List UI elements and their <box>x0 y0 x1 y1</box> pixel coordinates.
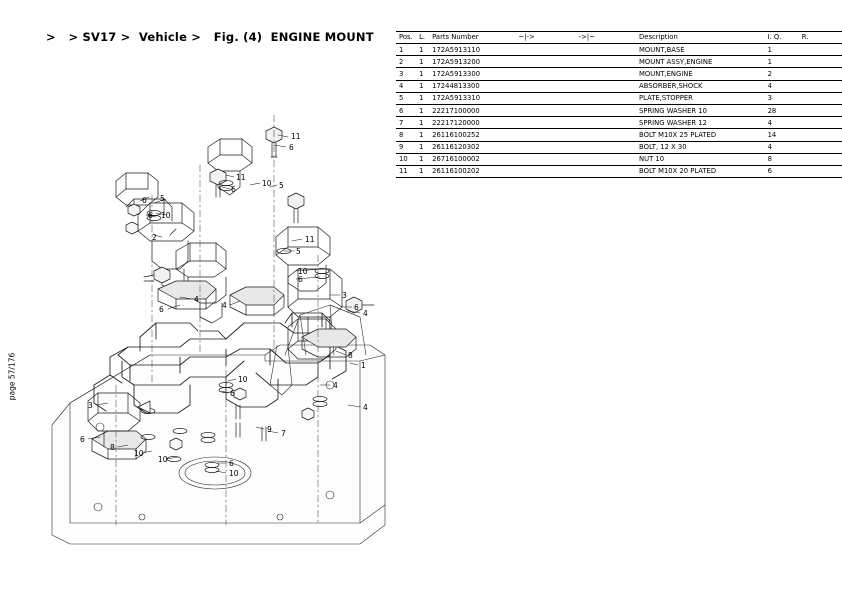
cell-quantity: 8 <box>768 153 802 165</box>
cell-part-number: 26116120302 <box>432 141 518 153</box>
cell-applic-from <box>519 104 579 116</box>
table-row[interactable] <box>396 165 842 177</box>
drawing-svg <box>30 55 400 545</box>
column-header-l: L. <box>419 32 432 44</box>
column-header-pos: Pos. <box>396 32 419 44</box>
svg-text:5: 5 <box>296 247 301 256</box>
table-row[interactable] <box>396 153 842 165</box>
cell-applic-to <box>579 129 639 141</box>
parts-table-container <box>396 31 842 178</box>
svg-text:6: 6 <box>231 185 236 194</box>
table-row[interactable] <box>396 56 842 68</box>
cell-description: BOLT, 12 X 30 <box>639 141 768 153</box>
cell-applic-from <box>519 44 579 56</box>
cell-applic-from <box>519 56 579 68</box>
parts-table <box>396 31 842 178</box>
table-row[interactable] <box>396 104 842 116</box>
cell-applic-from <box>519 129 579 141</box>
cell-applic-to <box>579 56 639 68</box>
cell-part-number: 26716100002 <box>432 153 518 165</box>
svg-text:6: 6 <box>142 196 147 205</box>
svg-text:11: 11 <box>291 132 301 141</box>
cell-pos: 7 <box>396 117 419 129</box>
parts-table-body <box>396 44 842 178</box>
cell-l: 1 <box>419 117 432 129</box>
cell-applic-from <box>519 68 579 80</box>
cell-part-number: 26116100202 <box>432 165 518 177</box>
cell-remark <box>802 129 842 141</box>
cell-applic-from <box>519 153 579 165</box>
cell-description: PLATE,STOPPER <box>639 92 768 104</box>
table-row[interactable] <box>396 141 842 153</box>
cell-pos: 10 <box>396 153 419 165</box>
cell-remark <box>802 153 842 165</box>
cell-remark <box>802 80 842 92</box>
cell-remark <box>802 44 842 56</box>
column-header-part-number: Parts Number <box>432 32 518 44</box>
cell-remark <box>802 141 842 153</box>
svg-text:4: 4 <box>222 301 227 310</box>
svg-text:10: 10 <box>161 211 171 220</box>
cell-l: 1 <box>419 129 432 141</box>
cell-remark <box>802 92 842 104</box>
svg-text:3: 3 <box>342 291 347 300</box>
cell-description: MOUNT,ENGINE <box>639 68 768 80</box>
svg-text:10: 10 <box>298 267 308 276</box>
cell-applic-from <box>519 141 579 153</box>
svg-text:4: 4 <box>333 381 338 390</box>
cell-remark <box>802 117 842 129</box>
cell-applic-to <box>579 68 639 80</box>
svg-text:4: 4 <box>363 403 368 412</box>
cell-applic-to <box>579 165 639 177</box>
cell-applic-to <box>579 104 639 116</box>
svg-text:6: 6 <box>230 389 235 398</box>
cell-l: 1 <box>419 68 432 80</box>
svg-text:3: 3 <box>88 401 93 410</box>
svg-text:6: 6 <box>354 303 359 312</box>
svg-text:1: 1 <box>361 361 366 370</box>
cell-applic-to <box>579 141 639 153</box>
cell-remark <box>802 56 842 68</box>
cell-part-number: 17244813300 <box>432 80 518 92</box>
cell-applic-from <box>519 92 579 104</box>
cell-l: 1 <box>419 141 432 153</box>
cell-quantity: 14 <box>768 129 802 141</box>
cell-quantity: 3 <box>768 92 802 104</box>
cell-description: SPRING WASHER 12 <box>639 117 768 129</box>
cell-remark <box>802 68 842 80</box>
cell-applic-to <box>579 117 639 129</box>
table-row[interactable] <box>396 129 842 141</box>
svg-text:8: 8 <box>110 443 115 452</box>
cell-description: BOLT M10X 20 PLATED <box>639 165 768 177</box>
cell-description: BOLT M10X 25 PLATED <box>639 129 768 141</box>
svg-text:9: 9 <box>267 425 272 434</box>
cell-remark <box>802 165 842 177</box>
column-header-description: Description <box>639 32 768 44</box>
column-header-applic-from: ~|-> <box>519 32 579 44</box>
cell-applic-to <box>579 80 639 92</box>
svg-text:6: 6 <box>289 143 294 152</box>
cell-description: MOUNT ASSY,ENGINE <box>639 56 768 68</box>
svg-text:2: 2 <box>152 233 157 242</box>
cell-quantity: 6 <box>768 165 802 177</box>
table-row[interactable] <box>396 68 842 80</box>
column-header-remark: R. <box>802 32 842 44</box>
cell-part-number: 22217120000 <box>432 117 518 129</box>
svg-text:6: 6 <box>159 305 164 314</box>
cell-l: 1 <box>419 104 432 116</box>
cell-applic-to <box>579 153 639 165</box>
table-row[interactable] <box>396 117 842 129</box>
svg-text:10: 10 <box>158 455 168 464</box>
cell-quantity: 4 <box>768 80 802 92</box>
column-header-quantity: I. Q. <box>768 32 802 44</box>
svg-text:11: 11 <box>236 173 246 182</box>
cell-pos: 9 <box>396 141 419 153</box>
svg-text:10: 10 <box>238 375 248 384</box>
page-number-label: page 57/176 <box>7 352 17 401</box>
cell-quantity: 2 <box>768 68 802 80</box>
cell-description: ABSORBER,SHOCK <box>639 80 768 92</box>
cell-l: 1 <box>419 92 432 104</box>
svg-text:4: 4 <box>194 295 199 304</box>
table-row[interactable] <box>396 92 842 104</box>
cell-pos: 6 <box>396 104 419 116</box>
svg-text:5: 5 <box>279 181 284 190</box>
cell-l: 1 <box>419 165 432 177</box>
cell-l: 1 <box>419 80 432 92</box>
svg-text:6: 6 <box>229 459 234 468</box>
cell-applic-from <box>519 117 579 129</box>
cell-pos: 5 <box>396 92 419 104</box>
table-header-row <box>396 32 842 44</box>
svg-text:10: 10 <box>134 449 144 458</box>
cell-applic-from <box>519 165 579 177</box>
cell-applic-from <box>519 80 579 92</box>
cell-pos: 2 <box>396 56 419 68</box>
svg-text:10: 10 <box>262 179 272 188</box>
cell-pos: 11 <box>396 165 419 177</box>
cell-pos: 8 <box>396 129 419 141</box>
cell-part-number: 172A5913200 <box>432 56 518 68</box>
column-header-applic-to: ->|~ <box>579 32 639 44</box>
cell-remark <box>802 104 842 116</box>
cell-pos: 4 <box>396 80 419 92</box>
cell-part-number: 172A5913310 <box>432 92 518 104</box>
cell-l: 1 <box>419 56 432 68</box>
svg-text:10: 10 <box>229 469 239 478</box>
cell-description: SPRING WASHER 10 <box>639 104 768 116</box>
cell-part-number: 26116100252 <box>432 129 518 141</box>
cell-l: 1 <box>419 153 432 165</box>
cell-pos: 3 <box>396 68 419 80</box>
table-row[interactable] <box>396 80 842 92</box>
cell-description: NUT 10 <box>639 153 768 165</box>
cell-quantity: 1 <box>768 56 802 68</box>
svg-text:6: 6 <box>148 211 153 220</box>
svg-text:6: 6 <box>80 435 85 444</box>
breadcrumb: > > SV17 > Vehicle > Fig. (4) ENGINE MOUNT <box>46 30 374 44</box>
cell-applic-to <box>579 44 639 56</box>
cell-description: MOUNT,BASE <box>639 44 768 56</box>
svg-text:4: 4 <box>363 309 368 318</box>
cell-quantity: 4 <box>768 117 802 129</box>
cell-part-number: 172A5913110 <box>432 44 518 56</box>
cell-l: 1 <box>419 44 432 56</box>
svg-text:8: 8 <box>348 351 353 360</box>
cell-applic-to <box>579 92 639 104</box>
cell-part-number: 22217100000 <box>432 104 518 116</box>
svg-text:6: 6 <box>298 275 303 284</box>
svg-text:7: 7 <box>281 429 286 438</box>
cell-quantity: 1 <box>768 44 802 56</box>
cell-quantity: 28 <box>768 104 802 116</box>
svg-text:5: 5 <box>160 194 165 203</box>
table-row[interactable] <box>396 44 842 56</box>
exploded-view-drawing <box>30 55 400 545</box>
cell-quantity: 4 <box>768 141 802 153</box>
cell-pos: 1 <box>396 44 419 56</box>
cell-part-number: 172A5913300 <box>432 68 518 80</box>
svg-text:11: 11 <box>305 235 315 244</box>
